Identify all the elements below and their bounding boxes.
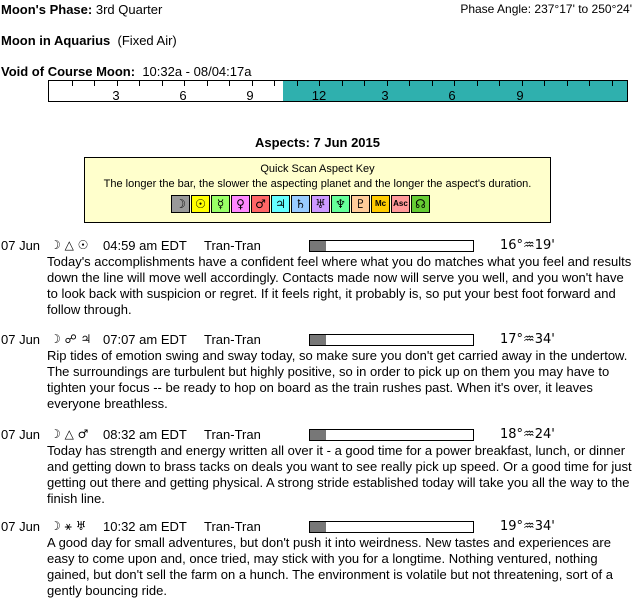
timeline-tick: [342, 81, 343, 86]
aspect-key-icons: [171, 195, 430, 213]
void-of-course: [1, 64, 251, 79]
node-icon: ☊: [411, 195, 430, 213]
aspect-glyphs: ☽ △ ☉: [50, 238, 89, 252]
aspect-type: Tran-Tran: [204, 332, 261, 347]
timeline-hour-label: 9: [246, 88, 254, 103]
aspect-duration-bar: [309, 334, 474, 346]
timeline-tick: [454, 81, 455, 86]
ascendant-icon: Asc: [391, 195, 410, 213]
sun-icon: ☉: [191, 195, 210, 213]
pluto-icon: ♇: [351, 195, 370, 213]
aspect-header: [0, 332, 635, 348]
timeline-tick: [612, 81, 613, 86]
timeline-tick: [409, 81, 410, 86]
aspect-duration-fill: [310, 522, 326, 532]
aspect-type: Tran-Tran: [204, 427, 261, 442]
aspect-duration-fill: [310, 241, 326, 251]
timeline-hour-label: 9: [516, 88, 524, 103]
timeline-tick: [252, 81, 253, 86]
timeline-tick: [319, 81, 320, 86]
aspect-header: [0, 519, 635, 535]
timeline-hour-label: 6: [448, 88, 456, 103]
timeline-hour-label: 3: [112, 88, 120, 103]
moon-sign: [1, 33, 177, 48]
aspect-glyphs: ☽ ⚹ ♅: [50, 519, 87, 533]
aspect-duration-fill: [310, 335, 326, 345]
aspect-position: 17°♒34': [500, 332, 555, 347]
timeline-tick: [364, 81, 365, 86]
aspect-key-box: [84, 157, 551, 223]
aspects-title: Aspects: 7 Jun 2015: [254, 135, 380, 150]
timeline-tick: [499, 81, 500, 86]
aspect-header: [0, 427, 635, 443]
timeline-tick: [522, 81, 523, 86]
aspect-type: Tran-Tran: [204, 519, 261, 534]
timeline-tick: [589, 81, 590, 86]
phase-angle: [460, 2, 632, 16]
aspect-description: Today has strength and energy written all over it - a good time for a power breakfast, lunch, or dinner and getting down to brass tacks on deals you want to see really pick up speed. Or a good time for just getting out there and getting physical. A strong stride established today will take you all the way to the finish line.: [47, 443, 632, 506]
timeline-tick: [387, 81, 388, 86]
timeline-hour-label: 6: [179, 88, 187, 103]
timeline-hour-label: 3: [381, 88, 389, 103]
aspect-duration-bar: [309, 240, 474, 252]
uranus-icon: ♅: [311, 195, 330, 213]
timeline-tick: [297, 81, 298, 86]
aspect-description: A good day for small adventures, but don't push it into weirdness. New tastes and experiences are easy to come upon and, once tried, may stick with you for a longtime. Nothing ventured, nothing gained, but don't sell the farm on a hunch. The environment is volatile but not threatening, sort of a gently bouncing ride.: [47, 535, 613, 598]
moon-phase-label: Moon's Phase:: [1, 2, 93, 17]
timeline-hour-label: 12: [311, 88, 327, 103]
jupiter-icon: ♃: [271, 195, 290, 213]
aspect-key-title: Quick Scan Aspect Key: [260, 163, 375, 175]
aspect-date: 07 Jun: [1, 427, 41, 442]
aspect-position: 18°♒24': [500, 427, 555, 442]
timeline-tick: [274, 81, 275, 86]
aspect-glyphs: ☽ ☍ ♃: [50, 332, 92, 346]
aspect-header: [0, 238, 635, 254]
moon-phase-value: 3rd Quarter: [95, 2, 163, 17]
timeline-tick: [117, 81, 118, 86]
aspect-time: 04:59 am EDT: [103, 238, 187, 253]
neptune-icon: ♆: [331, 195, 350, 213]
moon-phase: [1, 2, 162, 17]
venus-icon: ♀: [231, 195, 250, 213]
aspect-position: 16°♒19': [500, 238, 555, 253]
void-of-course-timeline: [48, 80, 628, 102]
void-of-course-label: Void of Course Moon:: [1, 64, 136, 79]
aspect-time: 08:32 am EDT: [103, 427, 187, 442]
mercury-icon: ☿: [211, 195, 230, 213]
timeline-tick: [544, 81, 545, 86]
timeline-tick: [139, 81, 140, 86]
timeline-tick: [72, 81, 73, 86]
aspect-duration-bar: [309, 429, 474, 441]
moon-icon: ☽: [171, 195, 190, 213]
aspect-duration-bar: [309, 521, 474, 533]
timeline-tick: [207, 81, 208, 86]
aspect-duration-fill: [310, 430, 326, 440]
phase-angle-label: Phase Angle:: [460, 2, 532, 16]
mars-icon: ♂: [251, 195, 270, 213]
aspect-date: 07 Jun: [1, 519, 41, 534]
midheaven-icon: Mc: [371, 195, 390, 213]
aspect-time: 10:32 am EDT: [103, 519, 187, 534]
aspect-type: Tran-Tran: [204, 238, 261, 253]
aspect-description: Today's accomplishments have a confident feel where what you do matches what you feel and results down the line will move well accordingly. Contacts made now will serve you well, and you won't have to look back with suspicion or regret. If it feels right, it probably is, so put your best foot forward and follow through.: [47, 254, 632, 317]
aspect-description: Rip tides of emotion swing and sway today, so make sure you don't get carried away in the undertow. The surroundings are turbulent but highly positive, so in order to pick up on them you may have to tighten your focus -- be ready to hop on board as the train rushes past. When it's over, it leaves everyone breathless.: [47, 348, 628, 411]
aspect-position: 19°♒34': [500, 519, 555, 534]
aspect-date: 07 Jun: [1, 332, 41, 347]
aspect-time: 07:07 am EDT: [103, 332, 187, 347]
timeline-tick: [432, 81, 433, 86]
timeline-tick: [94, 81, 95, 86]
timeline-tick: [477, 81, 478, 86]
moon-sign-value: (Fixed Air): [117, 33, 177, 48]
timeline-tick: [229, 81, 230, 86]
saturn-icon: ♄: [291, 195, 310, 213]
timeline-tick: [567, 81, 568, 86]
aspect-glyphs: ☽ △ ♂: [50, 427, 89, 441]
timeline-tick: [162, 81, 163, 86]
aspect-date: 07 Jun: [1, 238, 41, 253]
timeline-tick: [184, 81, 185, 86]
moon-sign-label: Moon in Aquarius: [1, 33, 111, 48]
aspect-key-description: The longer the bar, the slower the aspecting planet and the longer the aspect's duration.: [103, 178, 532, 190]
void-of-course-value: 10:32a - 08/04:17a: [142, 64, 252, 79]
phase-angle-value: 237°17' to 250°24': [534, 2, 632, 16]
